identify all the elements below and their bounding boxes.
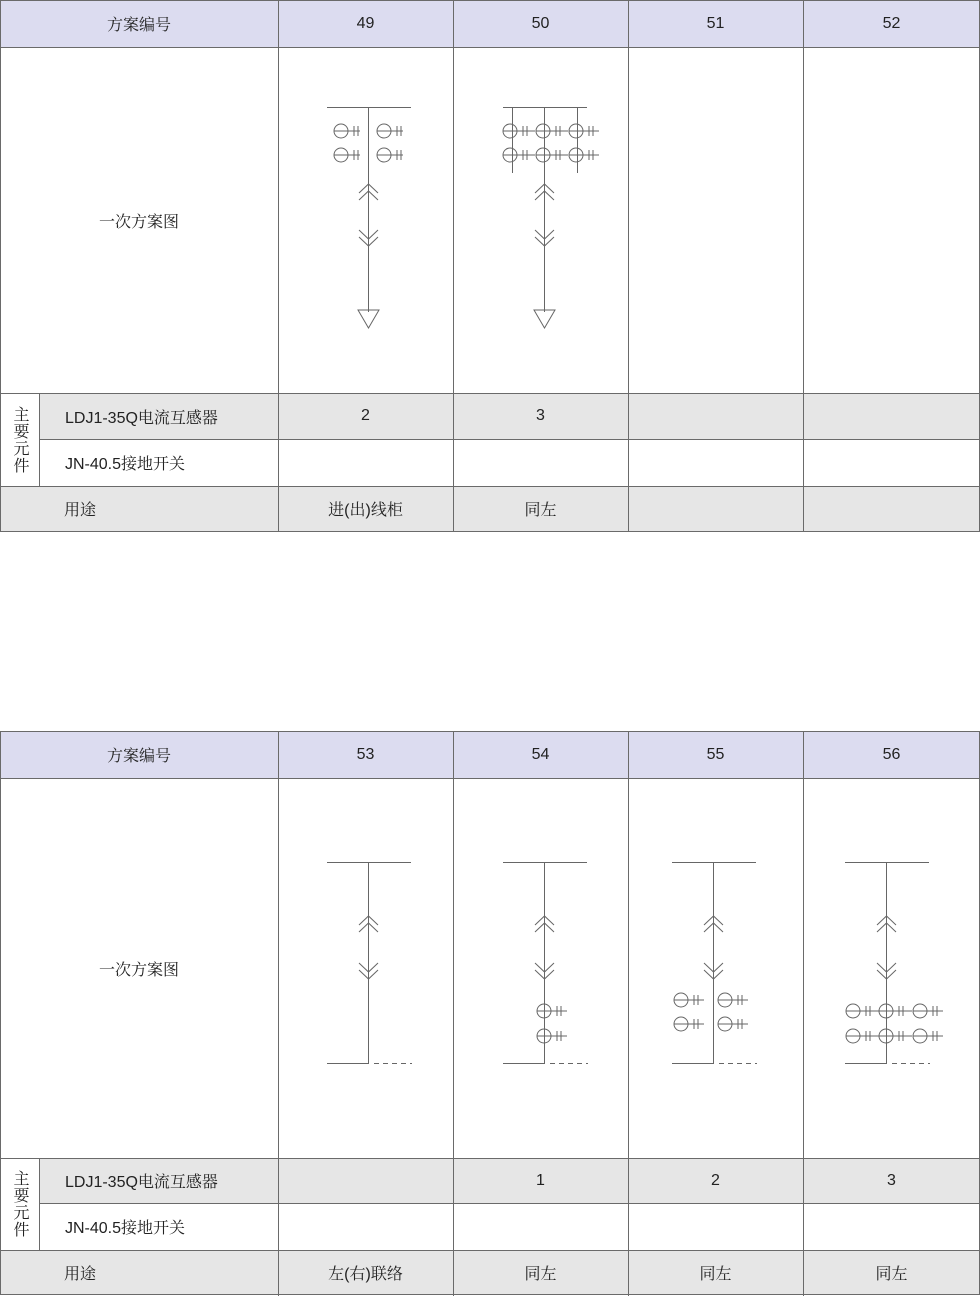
scheme-number: 54: [531, 745, 550, 763]
component-name: LDJ1-35Q电流互感器: [65, 1174, 218, 1191]
header-label: 方案编号: [106, 17, 171, 34]
usage-value: 同左: [524, 502, 557, 519]
usage-label: 用途: [64, 502, 97, 519]
scheme-table-2: [0, 731, 980, 1296]
usage-value: 同左: [524, 1266, 557, 1283]
single-line-diagram-50: [453, 47, 628, 393]
single-line-diagram-55: [628, 778, 803, 1158]
scheme-number: 56: [882, 745, 901, 763]
component-value: 2: [711, 1171, 720, 1189]
component-name: JN-40.5接地开关: [65, 1220, 186, 1237]
components-label: 主要元件: [11, 1170, 28, 1238]
diagram-label: 一次方案图: [98, 961, 179, 979]
header-label: 方案编号: [106, 748, 171, 765]
single-line-diagram-53: [278, 778, 453, 1158]
component-value: 3: [887, 1171, 896, 1189]
usage-value: 同左: [699, 1266, 732, 1283]
component-value: 3: [536, 407, 545, 424]
usage-value: 进(出)线柜: [328, 502, 403, 519]
component-value: 2: [361, 407, 370, 424]
usage-value: 同左: [875, 1266, 908, 1283]
scheme-number: 49: [356, 14, 375, 32]
usage-value: 左(右)联络: [328, 1266, 403, 1283]
scheme-number: 55: [706, 745, 725, 763]
component-name: JN-40.5接地开关: [65, 456, 186, 473]
component-name: LDJ1-35Q电流互感器: [65, 409, 218, 427]
scheme-number: 52: [882, 14, 901, 32]
single-line-diagram-49: [278, 47, 453, 393]
scheme-number: 53: [356, 745, 375, 763]
usage-label: 用途: [64, 1266, 97, 1283]
component-value: 1: [536, 1171, 545, 1189]
single-line-diagram-56: [803, 778, 980, 1158]
scheme-number: 51: [706, 14, 725, 32]
single-line-diagram-54: [453, 778, 628, 1158]
scheme-number: 50: [531, 14, 550, 32]
components-label: 主要元件: [11, 405, 28, 474]
diagram-label: 一次方案图: [98, 213, 179, 231]
scheme-table-1: [0, 0, 980, 532]
